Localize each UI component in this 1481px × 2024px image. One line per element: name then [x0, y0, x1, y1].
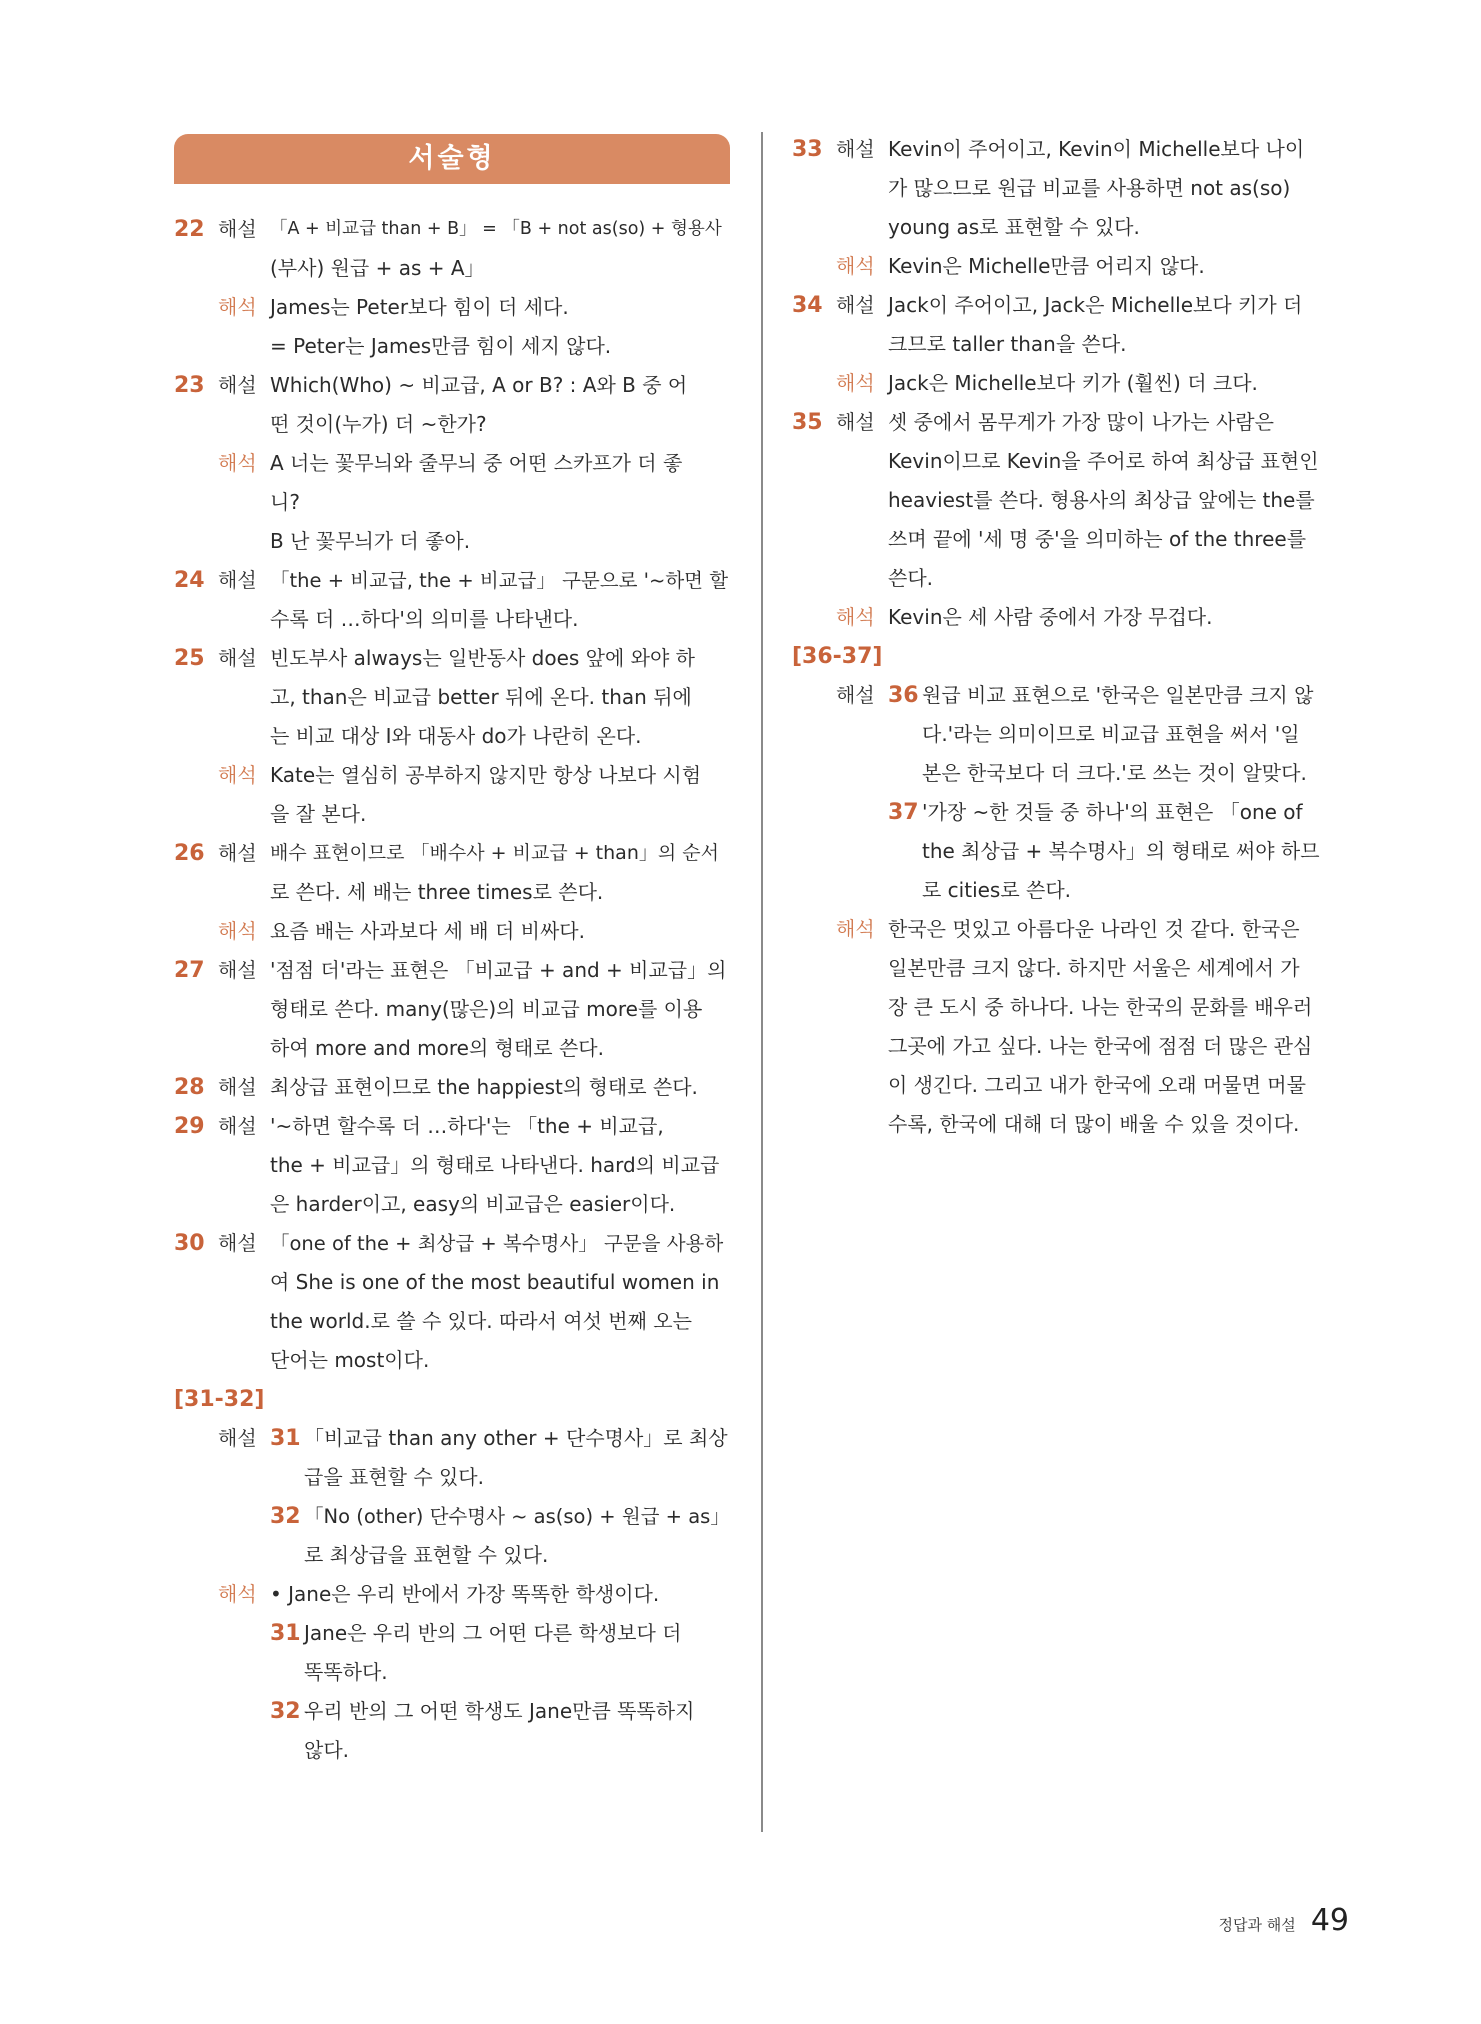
text-line — [174, 1653, 730, 1692]
text-line — [174, 795, 730, 834]
line-text: 요즘 배는 사과보다 세 배 더 비싸다. — [270, 919, 585, 943]
answer-item-23 — [174, 366, 730, 444]
line-text: 니? — [270, 490, 300, 514]
answer-block — [174, 1692, 730, 1770]
text-line — [792, 754, 1352, 793]
question-number: 26 — [174, 841, 205, 866]
answer-item-27 — [174, 951, 730, 1068]
text-line — [792, 286, 1352, 325]
text-line — [174, 327, 730, 366]
line-text: 원급 비교 표현으로 '한국은 일본만큼 크지 않 — [922, 683, 1314, 707]
text-line — [174, 1146, 730, 1185]
text-line — [174, 1341, 730, 1380]
line-text: Which(Who) ~ 비교급, A or B? : A와 B 중 어 — [270, 373, 688, 397]
text-line — [174, 756, 730, 795]
explanation-tag: 해설 — [218, 1426, 257, 1450]
answer-item-34 — [792, 286, 1352, 364]
translation-tag: 해석 — [218, 763, 257, 787]
line-text: 은 harder이고, easy의 비교급은 easier이다. — [270, 1192, 676, 1216]
answer-block — [174, 1575, 730, 1614]
text-line — [174, 639, 730, 678]
line-text: A 너는 꽃무늬와 줄무늬 중 어떤 스카프가 더 좋 — [270, 451, 683, 475]
explanation-tag: 해설 — [836, 683, 875, 707]
line-text: 최상급 표현이므로 the happiest의 형태로 쓴다. — [270, 1075, 698, 1099]
answer-block — [792, 793, 1352, 910]
line-text: 일본만큼 크지 않다. 하지만 서울은 세계에서 가 — [888, 956, 1300, 980]
line-text: (부사) 원급 + as + A」 — [270, 256, 485, 280]
line-text: 빈도부사 always는 일반동사 does 앞에 와야 하 — [270, 646, 695, 670]
line-text: 본은 한국보다 더 크다.'로 쓰는 것이 알맞다. — [922, 761, 1307, 785]
text-line — [792, 1066, 1352, 1105]
answer-block — [174, 1419, 730, 1497]
explanation-tag: 해설 — [836, 137, 875, 161]
line-text: 「the + 비교급, the + 비교급」 구문으로 '~하면 할 — [270, 569, 729, 592]
line-text: = Peter는 James만큼 힘이 세지 않다. — [270, 334, 612, 358]
question-number: 23 — [174, 373, 205, 398]
question-group-header: [31-32] — [174, 1387, 265, 1412]
translation-tag: 해석 — [218, 919, 257, 943]
answer-item-29 — [174, 1107, 730, 1224]
section-title: 서술형 — [174, 134, 730, 184]
page-footer — [1219, 1896, 1350, 1946]
text-line — [792, 871, 1352, 910]
question-number: 35 — [792, 410, 823, 435]
answer-block — [792, 676, 1352, 793]
answer-item-28 — [174, 1068, 730, 1107]
explanation-tag: 해설 — [836, 410, 875, 434]
line-text: 한국은 멋있고 아름다운 나라인 것 같다. 한국은 — [888, 917, 1300, 941]
line-text: '~하면 할수록 더 …하다'는 「the + 비교급, — [270, 1114, 664, 1138]
left-column-content — [174, 210, 730, 1770]
line-text: 크므로 taller than을 쓴다. — [888, 332, 1127, 356]
text-line — [174, 1263, 730, 1302]
footer-label: 정답과 해설 — [1218, 1916, 1296, 1934]
explanation-tag: 해설 — [218, 958, 257, 982]
text-line — [174, 561, 730, 600]
line-text: Jack은 Michelle보다 키가 (훨씬) 더 크다. — [888, 371, 1258, 395]
answer-block — [174, 912, 730, 951]
line-text: 하여 more and more의 형태로 쓴다. — [270, 1036, 604, 1060]
text-line — [174, 210, 730, 249]
text-line — [792, 910, 1352, 949]
answer-block — [174, 756, 730, 834]
text-line — [174, 1302, 730, 1341]
translation-tag: 해석 — [218, 1582, 257, 1606]
translation-tag: 해석 — [836, 371, 875, 395]
text-line — [792, 988, 1352, 1027]
text-line — [174, 1419, 730, 1458]
line-text: 수록 더 …하다'의 의미를 나타낸다. — [270, 607, 579, 631]
line-text: 을 잘 본다. — [270, 802, 367, 826]
line-text: 단어는 most이다. — [270, 1348, 430, 1372]
answer-block — [792, 598, 1352, 637]
text-line — [792, 403, 1352, 442]
line-text: 셋 중에서 몸무게가 가장 많이 나가는 사람은 — [888, 410, 1274, 434]
text-line — [792, 169, 1352, 208]
line-text: • Jane은 우리 반에서 가장 똑똑한 학생이다. — [270, 1582, 660, 1606]
text-line — [174, 405, 730, 444]
text-line — [792, 442, 1352, 481]
answer-block — [174, 1614, 730, 1692]
line-text: 로 cities로 쓴다. — [922, 878, 1072, 902]
text-line — [174, 288, 730, 327]
explanation-tag: 해설 — [836, 293, 875, 317]
text-line — [174, 600, 730, 639]
explanation-tag: 해설 — [218, 217, 257, 241]
line-text: 장 큰 도시 중 하나다. 나는 한국의 문화를 배우러 — [888, 995, 1313, 1019]
sub-question-number: 31 — [270, 1621, 301, 1646]
translation-tag: 해석 — [836, 917, 875, 941]
answer-block — [792, 364, 1352, 403]
question-group-header: [36-37] — [792, 644, 883, 669]
line-text: 이 생긴다. 그리고 내가 한국에 오래 머물면 머물 — [888, 1073, 1306, 1097]
text-line — [792, 949, 1352, 988]
text-line — [174, 1107, 730, 1146]
line-text: 「비교급 than any other + 단수명사」로 최상 — [304, 1426, 728, 1450]
text-line — [792, 481, 1352, 520]
answer-item-30 — [174, 1224, 730, 1380]
text-line — [174, 249, 730, 288]
text-line — [792, 208, 1352, 247]
translation-tag: 해석 — [836, 254, 875, 278]
text-line — [174, 483, 730, 522]
explanation-tag: 해설 — [218, 1231, 257, 1255]
text-line — [174, 1224, 730, 1263]
question-number: 30 — [174, 1231, 205, 1256]
line-text: '점점 더'라는 표현은 「비교급 + and + 비교급」의 — [270, 958, 727, 982]
sub-question-number: 32 — [270, 1699, 301, 1724]
answer-item-24 — [174, 561, 730, 639]
text-line — [792, 247, 1352, 286]
translation-tag: 해석 — [218, 451, 257, 475]
text-line — [174, 717, 730, 756]
explanation-tag: 해설 — [218, 841, 257, 865]
answer-block — [174, 1497, 730, 1575]
right-column-content — [792, 130, 1352, 1144]
line-text: the 최상급 + 복수명사」의 형태로 써야 하므 — [922, 839, 1320, 863]
question-number: 24 — [174, 568, 205, 593]
explanation-tag: 해설 — [218, 1075, 257, 1099]
line-text: Kate는 열심히 공부하지 않지만 항상 나보다 시험 — [270, 763, 702, 787]
text-line — [174, 366, 730, 405]
text-line — [174, 522, 730, 561]
line-text: 쓰며 끝에 '세 명 중'을 의미하는 of the three를 — [888, 527, 1307, 551]
line-text: 「one of the + 최상급 + 복수명사」 구문을 사용하 — [270, 1232, 724, 1255]
text-line — [792, 325, 1352, 364]
line-text: 는 비교 대상 I와 대동사 do가 나란히 온다. — [270, 724, 642, 748]
sub-question-number: 31 — [270, 1426, 301, 1451]
question-number: 22 — [174, 217, 205, 242]
text-line — [792, 715, 1352, 754]
answer-item-22 — [174, 210, 730, 288]
page-number: 49 — [1310, 1903, 1349, 1938]
text-line — [792, 130, 1352, 169]
text-line — [792, 364, 1352, 403]
text-line — [174, 444, 730, 483]
text-line — [174, 1497, 730, 1536]
answer-item-33 — [792, 130, 1352, 247]
sub-question-number: 37 — [888, 800, 919, 825]
answer-block — [174, 288, 730, 366]
line-text: heaviest를 쓴다. 형용사의 최상급 앞에는 the를 — [888, 488, 1315, 512]
text-line — [792, 520, 1352, 559]
line-text: Kevin은 세 사람 중에서 가장 무겁다. — [888, 605, 1213, 629]
line-text: 쓴다. — [888, 566, 933, 590]
line-text: Kevin이므로 Kevin을 주어로 하여 최상급 표현인 — [888, 449, 1319, 473]
line-text: 고, than은 비교급 better 뒤에 온다. than 뒤에 — [270, 685, 692, 709]
text-line — [792, 832, 1352, 871]
line-text: 않다. — [304, 1738, 349, 1762]
line-text: Kevin은 Michelle만큼 어리지 않다. — [888, 254, 1205, 278]
answer-block — [792, 247, 1352, 286]
line-text: 수록, 한국에 대해 더 많이 배울 수 있을 것이다. — [888, 1112, 1300, 1136]
text-line — [174, 1536, 730, 1575]
line-text: young as로 표현할 수 있다. — [888, 215, 1140, 239]
answer-item-25 — [174, 639, 730, 756]
line-text: '가장 ~한 것들 중 하나'의 표현은 「one of — [922, 800, 1303, 824]
text-line — [174, 1731, 730, 1770]
text-line — [174, 990, 730, 1029]
line-text: 우리 반의 그 어떤 학생도 Jane만큼 똑똑하지 — [304, 1699, 695, 1723]
line-text: the + 비교급」의 형태로 나타낸다. hard의 비교급 — [270, 1153, 720, 1177]
answer-block — [174, 444, 730, 561]
explanation-tag: 해설 — [218, 373, 257, 397]
line-text: James는 Peter보다 힘이 더 세다. — [270, 295, 569, 319]
text-line — [792, 676, 1352, 715]
line-text: 그곳에 가고 싶다. 나는 한국에 점점 더 많은 관심 — [888, 1034, 1313, 1058]
text-line — [792, 1105, 1352, 1144]
line-text: 형태로 쓴다. many(많은)의 비교급 more를 이용 — [270, 997, 703, 1021]
question-number: 25 — [174, 646, 205, 671]
question-number: 34 — [792, 293, 823, 318]
translation-tag: 해석 — [836, 605, 875, 629]
line-text: 급을 표현할 수 있다. — [304, 1465, 484, 1489]
line-text: Jack이 주어이고, Jack은 Michelle보다 키가 더 — [888, 293, 1303, 317]
explanation-tag: 해설 — [218, 1114, 257, 1138]
text-line — [174, 834, 730, 873]
text-line — [792, 598, 1352, 637]
line-text: Jane은 우리 반의 그 어떤 다른 학생보다 더 — [304, 1621, 682, 1645]
line-text: 배수 표현이므로 「배수사 + 비교급 + than」의 순서 — [270, 842, 719, 864]
question-number: 33 — [792, 137, 823, 162]
text-line — [174, 1068, 730, 1107]
line-text: 로 쓴다. 세 배는 three times로 쓴다. — [270, 880, 604, 904]
text-line — [174, 1614, 730, 1653]
text-line — [174, 873, 730, 912]
line-text: B 난 꽃무늬가 더 좋아. — [270, 529, 471, 553]
line-text: 가 많으므로 원급 비교를 사용하면 not as(so) — [888, 176, 1291, 200]
line-text: the world.로 쓸 수 있다. 따라서 여섯 번째 오는 — [270, 1309, 692, 1333]
text-line — [174, 951, 730, 990]
text-line — [174, 1458, 730, 1497]
answer-item-35 — [792, 403, 1352, 598]
text-line — [792, 559, 1352, 598]
line-text: 다.'라는 의미이므로 비교급 표현을 써서 '일 — [922, 722, 1300, 746]
question-number: 29 — [174, 1114, 205, 1139]
line-text: 똑똑하다. — [304, 1660, 388, 1684]
text-line — [174, 1029, 730, 1068]
translation-tag: 해석 — [218, 295, 257, 319]
text-line — [174, 1575, 730, 1614]
question-number: 28 — [174, 1075, 205, 1100]
line-text: Kevin이 주어이고, Kevin이 Michelle보다 나이 — [888, 137, 1305, 161]
explanation-tag: 해설 — [218, 646, 257, 670]
line-text: 떤 것이(누가) 더 ~한가? — [270, 412, 487, 436]
text-line — [174, 912, 730, 951]
text-line — [174, 1692, 730, 1731]
sub-question-number: 36 — [888, 683, 919, 708]
text-line — [792, 1027, 1352, 1066]
column-divider — [761, 132, 763, 1832]
explanation-tag: 해설 — [218, 568, 257, 592]
line-text: 「A + 비교급 than + B」 = 「B + not as(so) + 형용사 — [270, 219, 722, 239]
text-line — [174, 678, 730, 717]
question-number: 27 — [174, 958, 205, 983]
answer-item-26 — [174, 834, 730, 912]
line-text: 「No (other) 단수명사 ~ as(so) + 원급 + as」 — [304, 1505, 730, 1528]
text-line — [792, 793, 1352, 832]
sub-question-number: 32 — [270, 1504, 301, 1529]
answer-block — [792, 910, 1352, 1144]
line-text: 여 She is one of the most beautiful women in — [270, 1270, 720, 1294]
text-line — [174, 1185, 730, 1224]
line-text: 로 최상급을 표현할 수 있다. — [304, 1543, 549, 1567]
